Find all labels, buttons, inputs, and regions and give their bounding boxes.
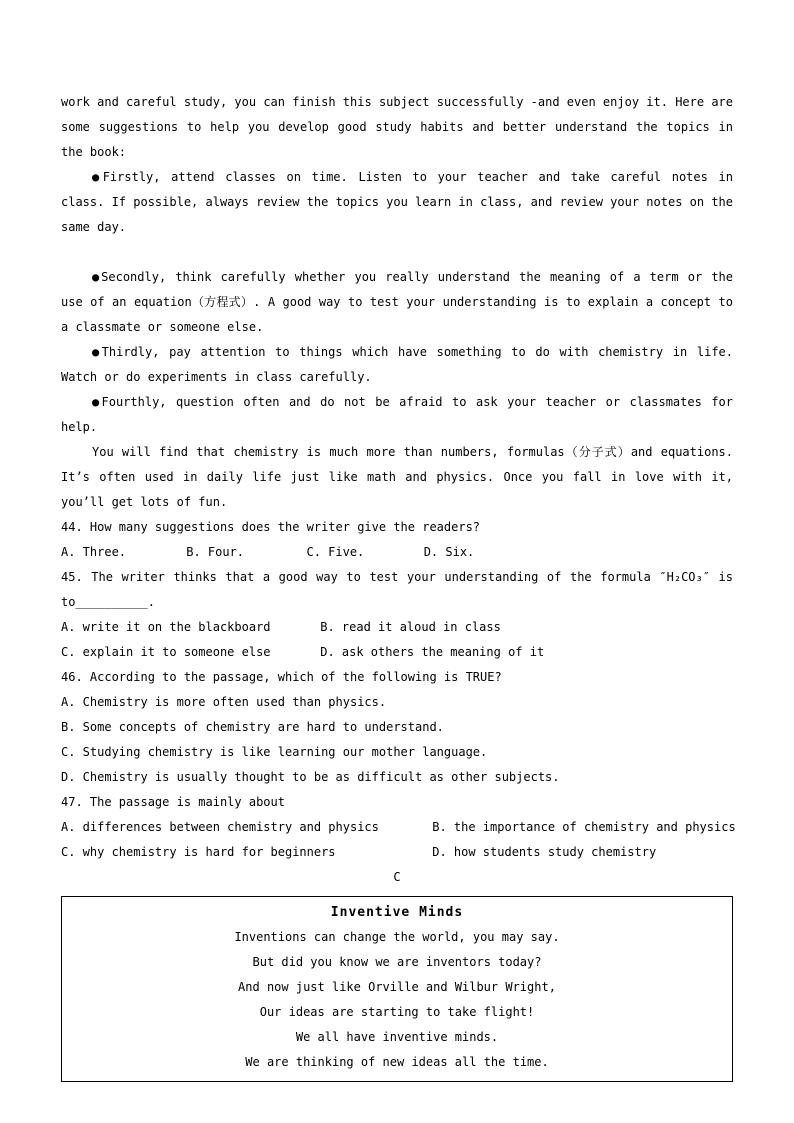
option-46-b: B. Some concepts of chemistry are hard to understand.: [61, 720, 444, 734]
option-44-b: B. Four.: [186, 545, 245, 559]
poem-line: We all have inventive minds.: [295, 1030, 499, 1044]
poem-line: We are thinking of new ideas all the time.: [245, 1055, 549, 1069]
option-45-c: C. explain it to someone else: [61, 645, 271, 659]
passage-bullet-fourthly: ●Fourthly, question often and do not be afraid to ask your teacher or classmates for help.: [61, 395, 733, 434]
question-45-options-row-2: [61, 640, 733, 665]
passage-bullet-firstly: ●Firstly, attend classes on time. Listen to your teacher and take careful notes in class. If possible, always review the topics you learn in class, and review your notes on the same day.: [61, 170, 733, 234]
poem-line: And now just like Orville and Wilbur Wright,: [238, 980, 556, 994]
option-47-a: A. differences between chemistry and physics: [61, 820, 379, 834]
passage-bullet-secondly: ●Secondly, think carefully whether you really understand the meaning of a term or the use of an equation（方程式）. A good way to test your understanding is to explain a concept to a classmate or someone else.: [61, 270, 733, 334]
question-46-text: 46. According to the passage, which of the following is TRUE?: [61, 670, 502, 684]
option-44-a: A. Three.: [61, 545, 127, 559]
option-47-c: C. why chemistry is hard for beginners: [61, 845, 336, 859]
poem-line: Inventions can change the world, you may say.: [234, 930, 560, 944]
question-44-text: 44. How many suggestions does the writer give the readers?: [61, 520, 481, 534]
question-44-options: [61, 540, 733, 565]
option-46-a: A. Chemistry is more often used than physics.: [61, 695, 387, 709]
option-47-b: B. the importance of chemistry and physics: [432, 820, 736, 834]
option-45-b: B. read it aloud in class: [320, 620, 501, 634]
passage-intro: work and careful study, you can finish this subject successfully -and even enjoy it. Here are some suggestions to help you develop good study habits and better understand the topics in the book:: [61, 95, 733, 159]
question-45-text: 45. The writer thinks that a good way to test your understanding of the formula ″H₂CO₃″ is to__________.: [61, 570, 733, 609]
poem-line: But did you know we are inventors today?: [252, 955, 542, 969]
option-44-c: C. Five.: [306, 545, 365, 559]
option-47-d: D. how students study chemistry: [432, 845, 657, 859]
poem-line: Our ideas are starting to take flight!: [259, 1005, 535, 1019]
poem-box: [61, 896, 733, 1082]
passage-conclusion: You will find that chemistry is much more than numbers, formulas（分子式）and equations. It’s often used in daily life just like math and physics. Once you fall in love with it, you’ll get lots of fun.: [61, 445, 733, 509]
question-47-options-row-1: [61, 815, 736, 840]
option-45-d: D. ask others the meaning of it: [320, 645, 545, 659]
poem-title: Inventive Minds: [330, 905, 464, 920]
option-46-d: D. Chemistry is usually thought to be as difficult as other subjects.: [61, 770, 560, 784]
option-44-d: D. Six.: [423, 545, 475, 559]
question-47-text: 47. The passage is mainly about: [61, 795, 285, 809]
blank-line: [61, 240, 733, 265]
option-46-c: C. Studying chemistry is like learning our mother language.: [61, 745, 488, 759]
question-45-options-row-1: [61, 615, 733, 640]
option-45-a: A. write it on the blackboard: [61, 620, 271, 634]
passage-bullet-thirdly: ●Thirdly, pay attention to things which have something to do with chemistry in life. Watch or do experiments in class carefully.: [61, 345, 733, 384]
section-label: C: [393, 870, 401, 884]
question-47-options-row-2: [61, 840, 733, 865]
